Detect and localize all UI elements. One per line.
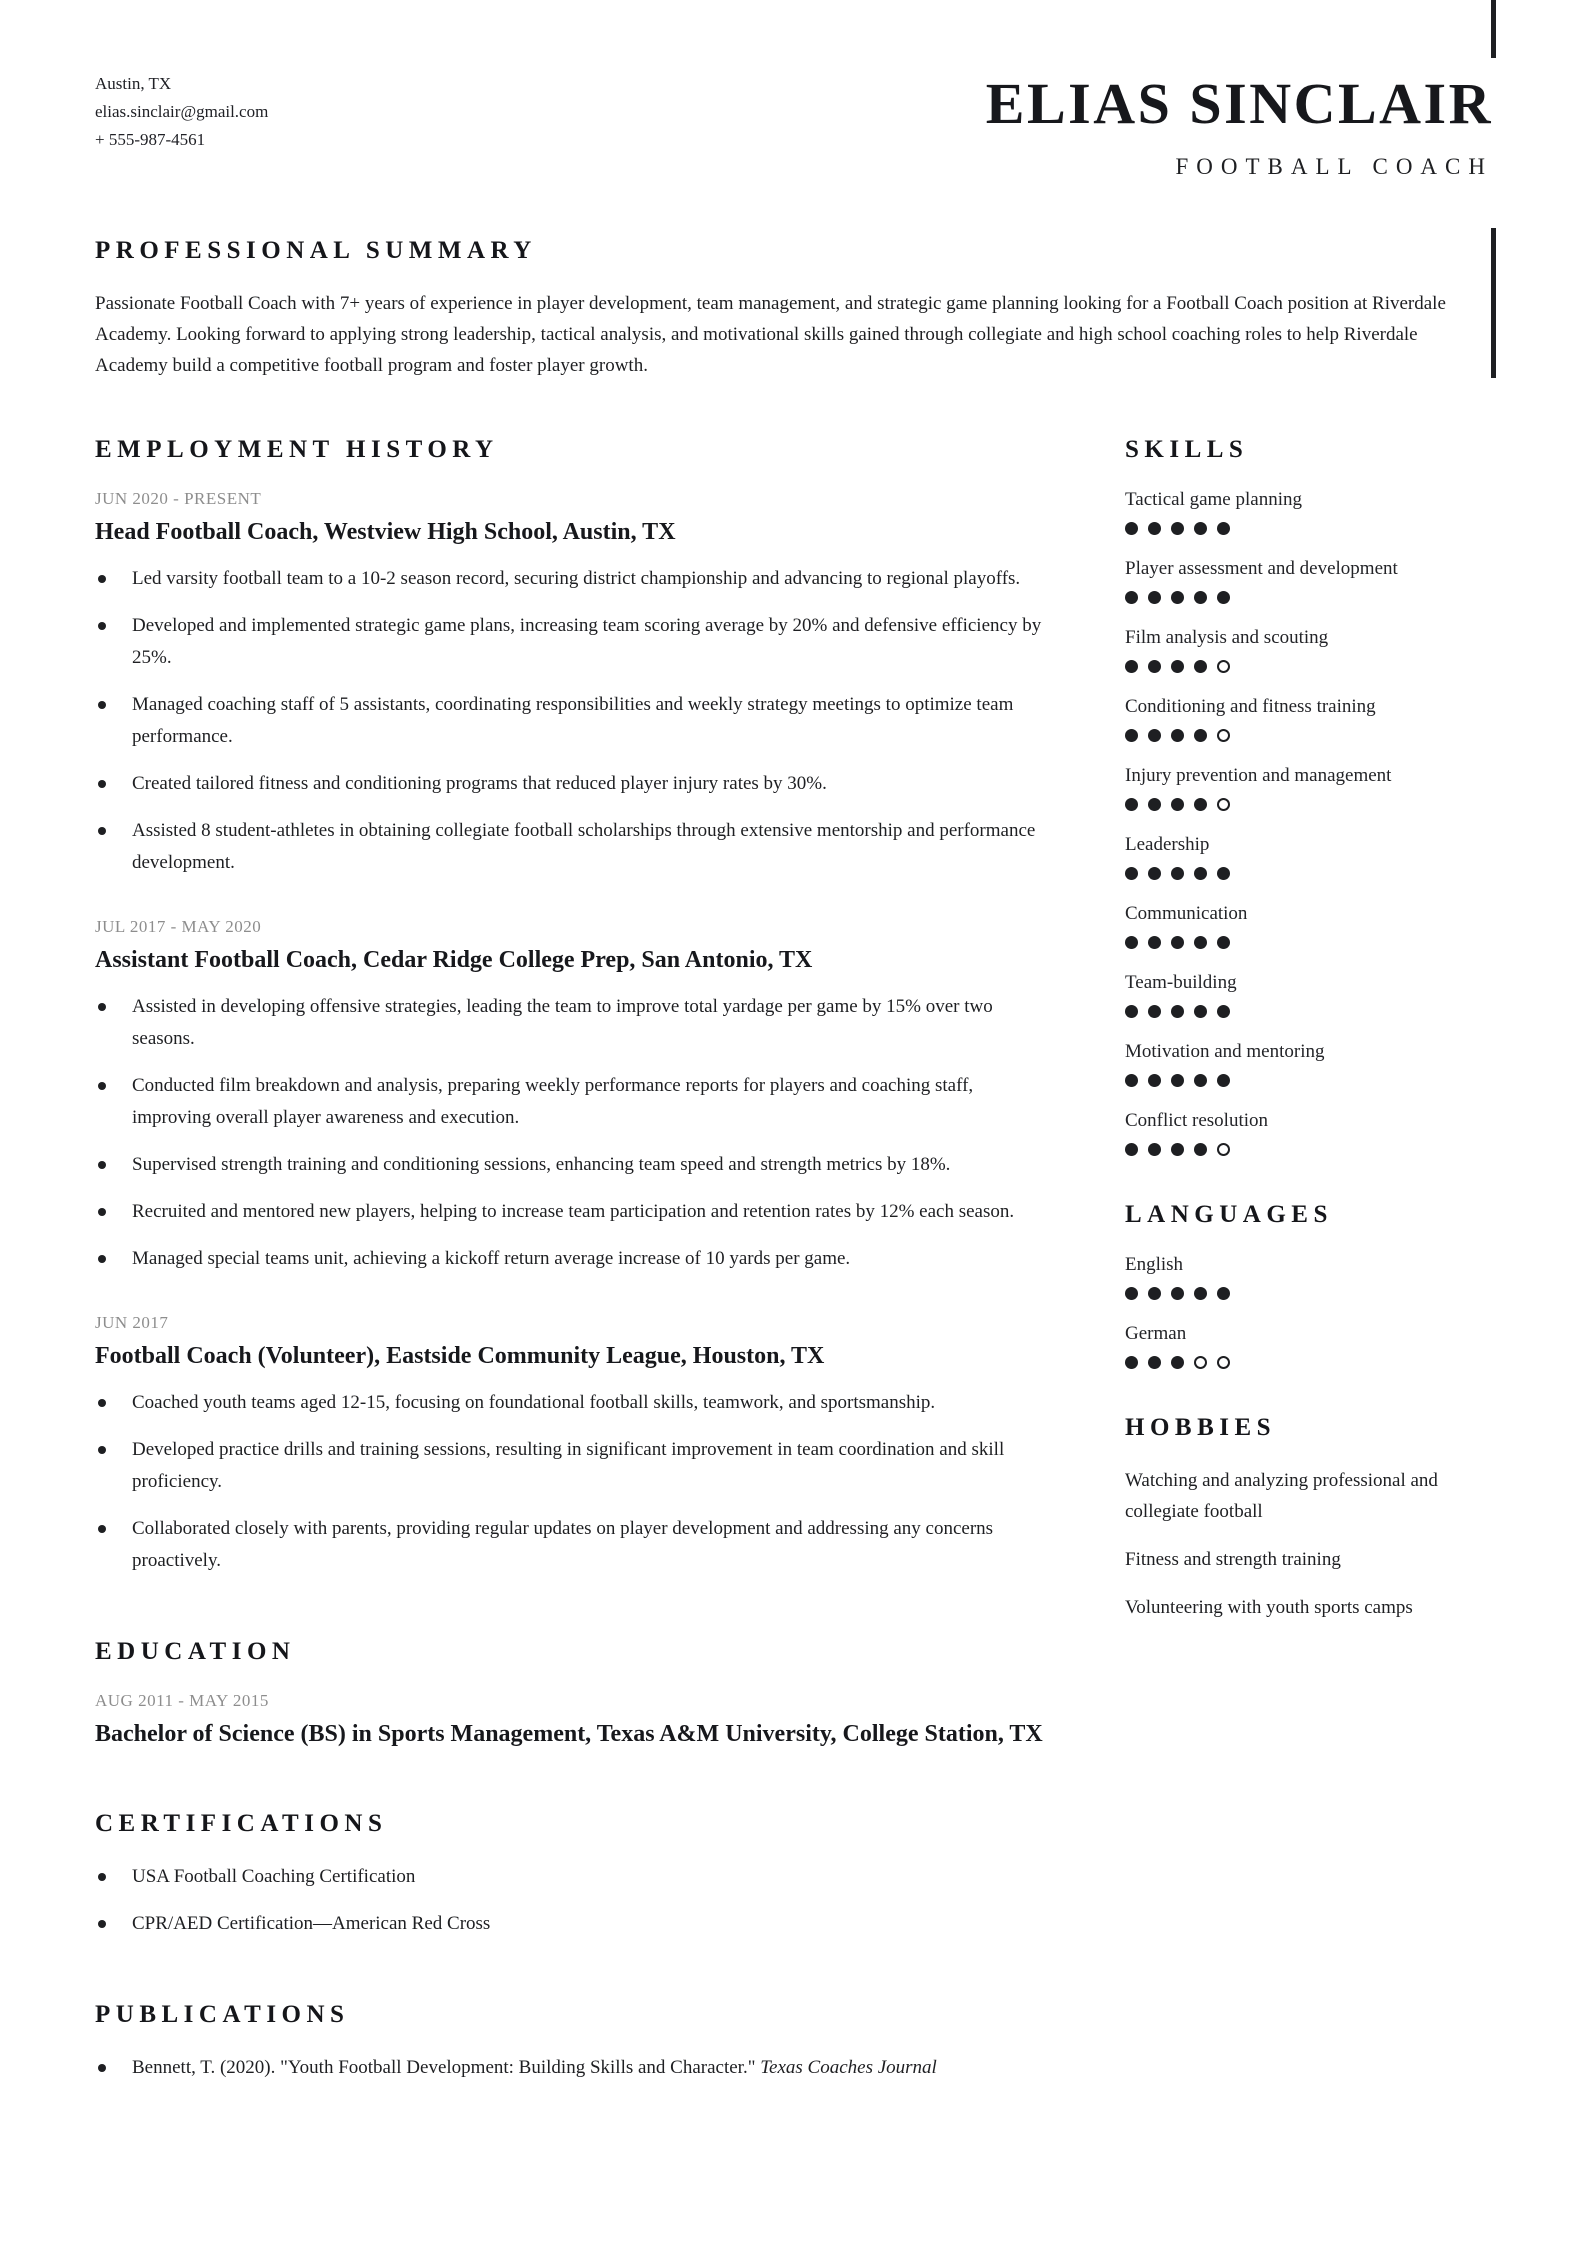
rating-dot-filled-icon [1148, 1287, 1161, 1300]
contact-block [95, 70, 268, 180]
rating-dot-filled-icon [1125, 729, 1138, 742]
bullet-item: Managed special teams unit, achieving a kickoff return average increase of 10 yards per game. [95, 1243, 1055, 1275]
employment-history-section [95, 435, 1055, 1577]
rating-dot-empty-icon [1217, 1356, 1230, 1369]
skill-rating-dots [1125, 1143, 1493, 1156]
decorative-rule-summary [1491, 228, 1496, 378]
rating-dot-empty-icon [1217, 798, 1230, 811]
rating-dot-filled-icon [1125, 1356, 1138, 1369]
hobby-item: Volunteering with youth sports camps [1125, 1597, 1413, 1618]
skill-rating-dots [1125, 522, 1493, 535]
publication-text: Bennett, T. (2020). "Youth Football Development: Building Skills and Character." [132, 2057, 756, 2078]
job-entry [95, 487, 1055, 879]
rating-dot-filled-icon [1148, 729, 1161, 742]
skill-item [1125, 1039, 1493, 1087]
publication-item [95, 2052, 1055, 2084]
rating-dot-filled-icon [1217, 1005, 1230, 1018]
education-section [95, 1637, 1055, 1749]
rating-dot-filled-icon [1194, 591, 1207, 604]
publications-heading: PUBLICATIONS [95, 2001, 350, 2028]
rating-dot-filled-icon [1148, 660, 1161, 673]
skill-item [1125, 901, 1493, 949]
language-item [1125, 1252, 1493, 1300]
certifications-list [95, 1861, 1055, 1940]
education-degree: Bachelor of Science (BS) in Sports Management, Texas A&M University, College Station, TX [95, 1721, 1043, 1747]
rating-dot-filled-icon [1194, 1005, 1207, 1018]
skill-label: Communication [1125, 903, 1248, 924]
skill-item [1125, 1108, 1493, 1156]
candidate-name: ELIAS SINCLAIR [985, 71, 1493, 136]
rating-dot-empty-icon [1194, 1356, 1207, 1369]
hobbies-heading: HOBBIES [1125, 1414, 1277, 1441]
rating-dot-filled-icon [1125, 1143, 1138, 1156]
rating-dot-filled-icon [1125, 1005, 1138, 1018]
rating-dot-filled-icon [1125, 936, 1138, 949]
skill-rating-dots [1125, 660, 1493, 673]
rating-dot-filled-icon [1148, 1074, 1161, 1087]
rating-dot-filled-icon [1148, 1005, 1161, 1018]
job-bullets [95, 563, 1055, 879]
skill-label: Film analysis and scouting [1125, 627, 1329, 648]
rating-dot-filled-icon [1125, 522, 1138, 535]
job-dates: JUN 2020 - PRESENT [95, 489, 262, 508]
rating-dot-filled-icon [1217, 867, 1230, 880]
skill-label: Leadership [1125, 834, 1210, 855]
rating-dot-filled-icon [1194, 867, 1207, 880]
rating-dot-filled-icon [1171, 1287, 1184, 1300]
rating-dot-filled-icon [1125, 1074, 1138, 1087]
main-column [95, 435, 1055, 2084]
rating-dot-filled-icon [1148, 1143, 1161, 1156]
languages-section [1125, 1200, 1493, 1369]
skill-item [1125, 556, 1493, 604]
contact-location: Austin, TX [95, 74, 172, 93]
two-column-body [95, 435, 1493, 2084]
rating-dot-filled-icon [1217, 591, 1230, 604]
hobby-item: Watching and analyzing professional and collegiate football [1125, 1470, 1438, 1522]
rating-dot-filled-icon [1171, 591, 1184, 604]
rating-dot-filled-icon [1194, 1074, 1207, 1087]
bullet-item: Conducted film breakdown and analysis, preparing weekly performance reports for players and coaching staff, improving overall player awareness and execution. [95, 1070, 1055, 1134]
language-rating-dots [1125, 1356, 1493, 1369]
language-label: German [1125, 1323, 1187, 1344]
publications-list [95, 2052, 1055, 2084]
skill-rating-dots [1125, 591, 1493, 604]
rating-dot-filled-icon [1194, 729, 1207, 742]
rating-dot-filled-icon [1171, 1074, 1184, 1087]
rating-dot-filled-icon [1171, 1356, 1184, 1369]
skill-item [1125, 832, 1493, 880]
header [95, 0, 1493, 180]
rating-dot-filled-icon [1217, 936, 1230, 949]
language-item [1125, 1321, 1493, 1369]
rating-dot-filled-icon [1194, 798, 1207, 811]
rating-dot-empty-icon [1217, 1143, 1230, 1156]
skill-item [1125, 970, 1493, 1018]
rating-dot-empty-icon [1217, 729, 1230, 742]
rating-dot-filled-icon [1148, 522, 1161, 535]
summary-heading: PROFESSIONAL SUMMARY [95, 237, 537, 264]
rating-dot-filled-icon [1125, 1287, 1138, 1300]
rating-dot-filled-icon [1194, 660, 1207, 673]
skill-item [1125, 694, 1493, 742]
bullet-item: Led varsity football team to a 10-2 season record, securing district championship and advancing to regional playoffs. [95, 563, 1055, 595]
bullet-item: Supervised strength training and conditioning sessions, enhancing team speed and strength metrics by 18%. [95, 1149, 1055, 1181]
rating-dot-filled-icon [1171, 522, 1184, 535]
skill-label: Team-building [1125, 972, 1237, 993]
rating-dot-filled-icon [1171, 729, 1184, 742]
certifications-section [95, 1809, 1055, 1940]
skill-item [1125, 487, 1493, 535]
bullet-item: Developed practice drills and training sessions, resulting in significant improvement in team coordination and skill proficiency. [95, 1434, 1055, 1498]
language-label: English [1125, 1254, 1184, 1275]
certification-item: CPR/AED Certification—American Red Cross [95, 1908, 1055, 1940]
skill-rating-dots [1125, 729, 1493, 742]
bullet-item: Created tailored fitness and conditioning programs that reduced player injury rates by 30%. [95, 768, 1055, 800]
summary-text: Passionate Football Coach with 7+ years of experience in player development, team management, and strategic game planning looking for a Football Coach position at Riverdale Academy. Looking forward to applying strong leadership, tactical analysis, and motivational skills gained through collegiate and high school coaching roles to help Riverdale Academy build a competitive football program and foster player growth. [95, 293, 1446, 376]
skill-label: Conditioning and fitness training [1125, 696, 1376, 717]
job-title: Assistant Football Coach, Cedar Ridge College Prep, San Antonio, TX [95, 947, 813, 973]
skill-item [1125, 763, 1493, 811]
rating-dot-filled-icon [1125, 591, 1138, 604]
skill-item [1125, 625, 1493, 673]
skills-heading: SKILLS [1125, 436, 1249, 463]
skill-rating-dots [1125, 867, 1493, 880]
skill-label: Tactical game planning [1125, 489, 1302, 510]
rating-dot-filled-icon [1171, 660, 1184, 673]
publications-section [95, 2000, 1055, 2084]
skill-rating-dots [1125, 936, 1493, 949]
skills-section [1125, 435, 1493, 1156]
education-heading: EDUCATION [95, 1638, 296, 1665]
bullet-item: Collaborated closely with parents, providing regular updates on player development and addressing any concerns proactively. [95, 1513, 1055, 1577]
identity-block [985, 71, 1493, 180]
rating-dot-filled-icon [1194, 1287, 1207, 1300]
job-dates: JUN 2017 [95, 1313, 169, 1332]
rating-dot-filled-icon [1148, 591, 1161, 604]
certifications-heading: CERTIFICATIONS [95, 1810, 388, 1837]
rating-dot-filled-icon [1148, 936, 1161, 949]
rating-dot-filled-icon [1217, 1074, 1230, 1087]
skill-rating-dots [1125, 798, 1493, 811]
languages-heading: LANGUAGES [1125, 1201, 1333, 1228]
skill-label: Conflict resolution [1125, 1110, 1269, 1131]
decorative-rule-top [1491, 0, 1496, 58]
rating-dot-filled-icon [1171, 867, 1184, 880]
job-bullets [95, 991, 1055, 1275]
rating-dot-filled-icon [1125, 660, 1138, 673]
skill-label: Motivation and mentoring [1125, 1041, 1325, 1062]
rating-dot-filled-icon [1194, 1143, 1207, 1156]
rating-dot-filled-icon [1148, 798, 1161, 811]
skill-rating-dots [1125, 1005, 1493, 1018]
bullet-item: Assisted 8 student-athletes in obtaining collegiate football scholarships through extensive mentorship and performance development. [95, 815, 1055, 879]
rating-dot-empty-icon [1217, 660, 1230, 673]
certification-item: USA Football Coaching Certification [95, 1861, 1055, 1893]
job-entry [95, 915, 1055, 1275]
language-rating-dots [1125, 1287, 1493, 1300]
side-column [1125, 435, 1493, 1623]
publication-journal: Texas Coaches Journal [760, 2057, 937, 2078]
hobbies-section [1125, 1413, 1493, 1623]
rating-dot-filled-icon [1171, 798, 1184, 811]
job-dates: JUL 2017 - MAY 2020 [95, 917, 262, 936]
bullet-item: Coached youth teams aged 12-15, focusing on foundational football skills, teamwork, and sportsmanship. [95, 1387, 1055, 1419]
contact-email: elias.sinclair@gmail.com [95, 102, 269, 121]
hobby-item: Fitness and strength training [1125, 1549, 1341, 1570]
bullet-item: Recruited and mentored new players, helping to increase team participation and retention rates by 12% each season. [95, 1196, 1055, 1228]
rating-dot-filled-icon [1171, 1143, 1184, 1156]
rating-dot-filled-icon [1171, 1005, 1184, 1018]
job-title: Football Coach (Volunteer), Eastside Community League, Houston, TX [95, 1343, 825, 1369]
rating-dot-filled-icon [1217, 522, 1230, 535]
contact-phone: + 555-987-4561 [95, 130, 206, 149]
job-entry [95, 1311, 1055, 1577]
rating-dot-filled-icon [1125, 798, 1138, 811]
candidate-role: FOOTBALL COACH [1175, 154, 1493, 179]
education-dates: AUG 2011 - MAY 2015 [95, 1691, 269, 1710]
rating-dot-filled-icon [1217, 1287, 1230, 1300]
rating-dot-filled-icon [1194, 936, 1207, 949]
skill-label: Player assessment and development [1125, 558, 1398, 579]
job-title: Head Football Coach, Westview High School, Austin, TX [95, 519, 676, 545]
employment-heading: EMPLOYMENT HISTORY [95, 436, 499, 463]
bullet-item: Assisted in developing offensive strategies, leading the team to improve total yardage per game by 15% over two seasons. [95, 991, 1055, 1055]
skill-label: Injury prevention and management [1125, 765, 1392, 786]
bullet-item: Managed coaching staff of 5 assistants, coordinating responsibilities and weekly strategy meetings to optimize team performance. [95, 689, 1055, 753]
rating-dot-filled-icon [1125, 867, 1138, 880]
rating-dot-filled-icon [1171, 936, 1184, 949]
skill-rating-dots [1125, 1074, 1493, 1087]
job-bullets [95, 1387, 1055, 1577]
professional-summary-section [95, 236, 1493, 381]
rating-dot-filled-icon [1148, 867, 1161, 880]
rating-dot-filled-icon [1194, 522, 1207, 535]
rating-dot-filled-icon [1148, 1356, 1161, 1369]
bullet-item: Developed and implemented strategic game plans, increasing team scoring average by 20% and defensive efficiency by 25%. [95, 610, 1055, 674]
